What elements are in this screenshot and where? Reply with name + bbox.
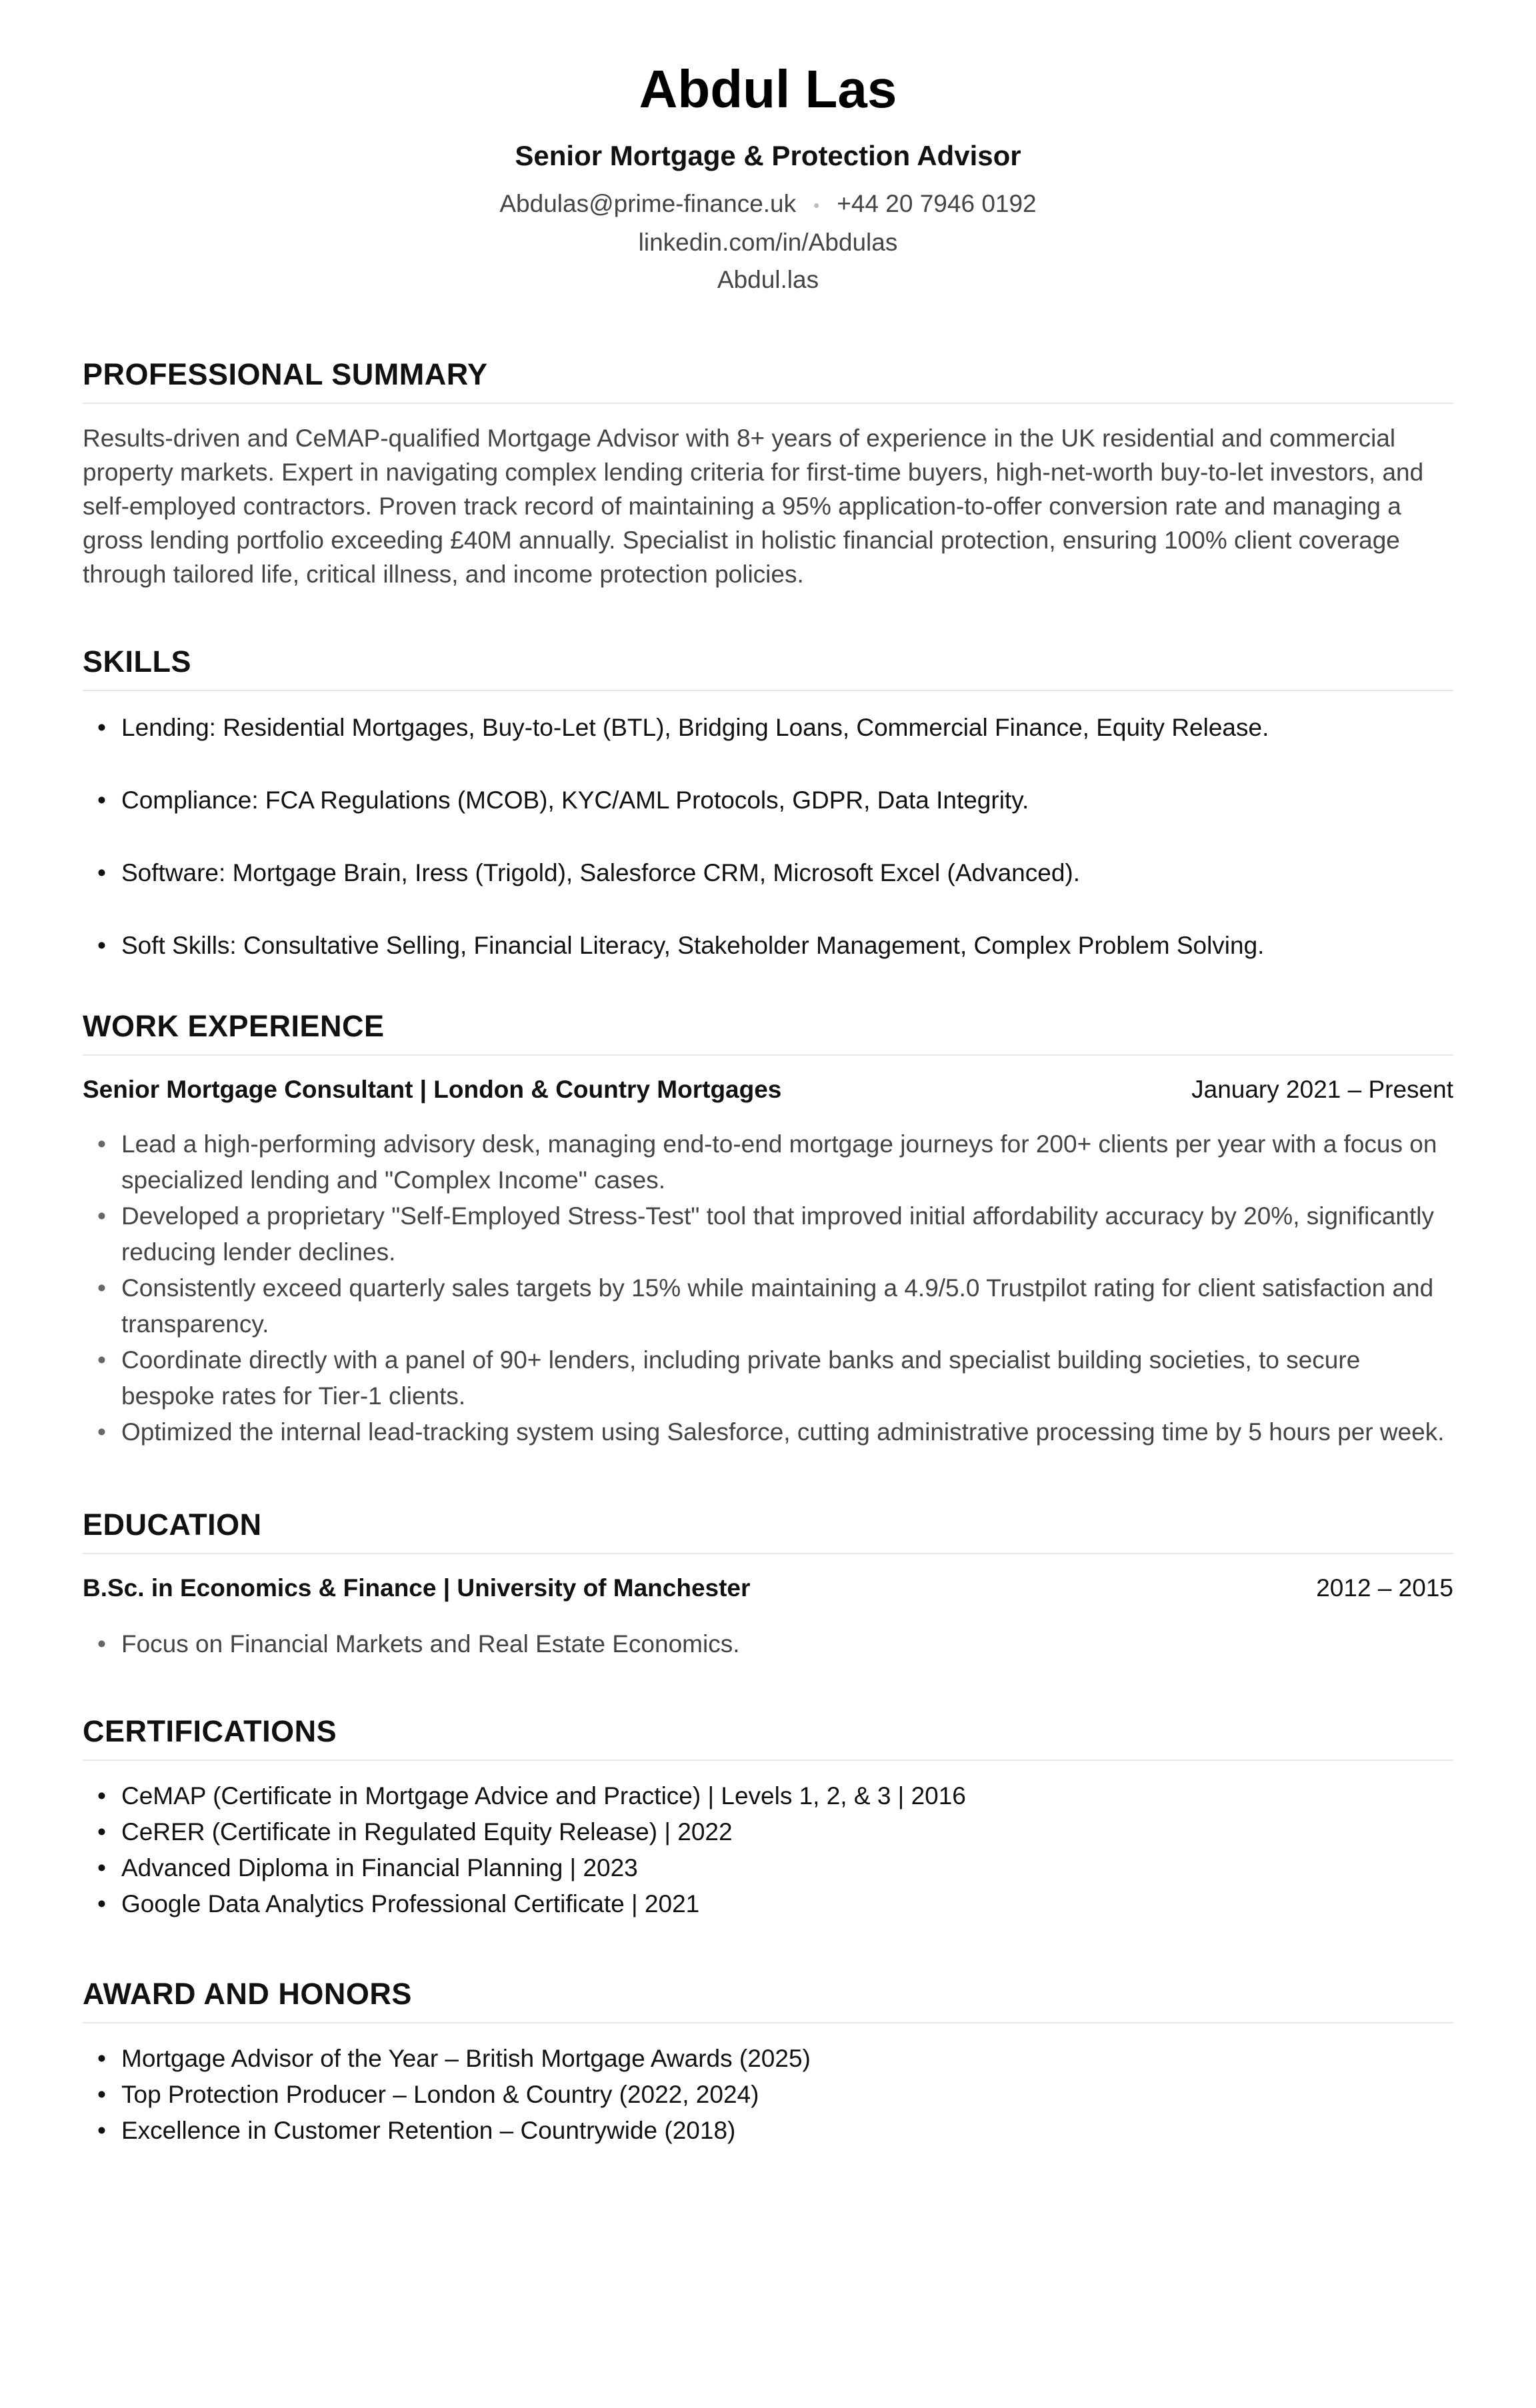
education-header: [83, 1572, 1453, 1605]
linkedin-link[interactable]: linkedin.com/in/Abdulas: [638, 229, 898, 257]
candidate-role: Senior Mortgage & Protection Advisor: [515, 140, 1021, 171]
award-item: • Excellence in Customer Retention – Countrywide (2018): [83, 2113, 1453, 2149]
job-bullets: [83, 1126, 1453, 1450]
certification-item: • CeMAP (Certificate in Mortgage Advice and Practice) | Levels 1, 2, & 3 | 2016: [83, 1778, 1453, 1814]
job-bullet: • Lead a high-performing advisory desk, managing end-to-end mortgage journeys for 200+ clients per year with a focus on specialized lending and "Complex Income" cases.: [83, 1126, 1453, 1198]
summary-text: Results-driven and CeMAP-qualified Mortgage Advisor with 8+ years of experience in the UK residential and commercial property markets. Expert in navigating complex lending criteria for first-time buyers, high-net-worth buy-to-let investors, and self-employed contractors. Proven track record of maintaining a 95% application-to-offer conversion rate and managing a gross lending portfolio exceeding £40M annually. Specialist in holistic financial protection, ensuring 100% client coverage through tailored life, critical illness, and income protection policies.: [83, 425, 1424, 589]
skill-item: • Compliance: FCA Regulations (MCOB), KYC/AML Protocols, GDPR, Data Integrity.: [83, 782, 1453, 818]
phone-number[interactable]: +44 20 7946 0192: [837, 190, 1037, 217]
education-section: [83, 1506, 1453, 1662]
skill-item: • Lending: Residential Mortgages, Buy-to-Let (BTL), Bridging Loans, Commercial Finance, Equity Release.: [83, 710, 1453, 746]
certification-item: • Advanced Diploma in Financial Planning | 2023: [83, 1850, 1453, 1886]
skills-heading: SKILLS: [83, 643, 1453, 691]
email-link[interactable]: Abdulas@prime-finance.uk: [499, 190, 797, 217]
certifications-heading: CERTIFICATIONS: [83, 1713, 1453, 1761]
job-date: January 2021 – Present: [1191, 1076, 1453, 1104]
certification-item: • CeRER (Certificate in Regulated Equity Release) | 2022: [83, 1814, 1453, 1850]
job-bullet: • Optimized the internal lead-tracking system using Salesforce, cutting administrative processing time by 5 hours per week.: [83, 1414, 1453, 1450]
summary-heading: PROFESSIONAL SUMMARY: [83, 356, 1453, 404]
awards-heading: AWARD AND HONORS: [83, 1975, 1453, 2023]
resume-header: [83, 0, 1453, 299]
job-bullet: • Coordinate directly with a panel of 90+ lenders, including private banks and specialist building societies, to secure bespoke rates for Tier-1 clients.: [83, 1342, 1453, 1414]
summary-section: [83, 356, 1453, 591]
certifications-list: [83, 1778, 1453, 1922]
skills-section: [83, 643, 1453, 964]
award-item: • Top Protection Producer – London & Country (2022, 2024): [83, 2077, 1453, 2113]
skill-item: • Software: Mortgage Brain, Iress (Trigold), Salesforce CRM, Microsoft Excel (Advanced).: [83, 855, 1453, 891]
awards-section: [83, 1975, 1453, 2149]
certification-item: • Google Data Analytics Professional Certificate | 2021: [83, 1886, 1453, 1922]
degree-date: 2012 – 2015: [1316, 1574, 1453, 1602]
education-bullets: [83, 1626, 1453, 1662]
job-bullet: • Developed a proprietary "Self-Employed Stress-Test" tool that improved initial affordability accuracy by 20%, significantly reducing lender declines.: [83, 1198, 1453, 1270]
skills-list: [83, 710, 1453, 964]
job-title: Senior Mortgage Consultant | London & Country Mortgages: [83, 1076, 782, 1104]
experience-section: [83, 1008, 1453, 1450]
education-heading: EDUCATION: [83, 1506, 1453, 1554]
degree-title: B.Sc. in Economics & Finance | University of Manchester: [83, 1574, 751, 1602]
website-link[interactable]: Abdul.las: [717, 266, 819, 294]
contact-line-primary: [83, 185, 1453, 224]
skill-item: • Soft Skills: Consultative Selling, Financial Literacy, Stakeholder Management, Complex Problem Solving.: [83, 928, 1453, 964]
job-header: [83, 1073, 1453, 1106]
awards-list: [83, 2041, 1453, 2149]
certifications-section: [83, 1713, 1453, 1922]
candidate-name: Abdul Las: [639, 59, 897, 119]
award-item: • Mortgage Advisor of the Year – British Mortgage Awards (2025): [83, 2041, 1453, 2077]
experience-heading: WORK EXPERIENCE: [83, 1008, 1453, 1056]
job-bullet: • Consistently exceed quarterly sales targets by 15% while maintaining a 4.9/5.0 Trustpilot rating for client satisfaction and transparency.: [83, 1270, 1453, 1342]
education-bullet: • Focus on Financial Markets and Real Estate Economics.: [83, 1626, 1453, 1662]
contact-separator: •: [813, 195, 820, 216]
